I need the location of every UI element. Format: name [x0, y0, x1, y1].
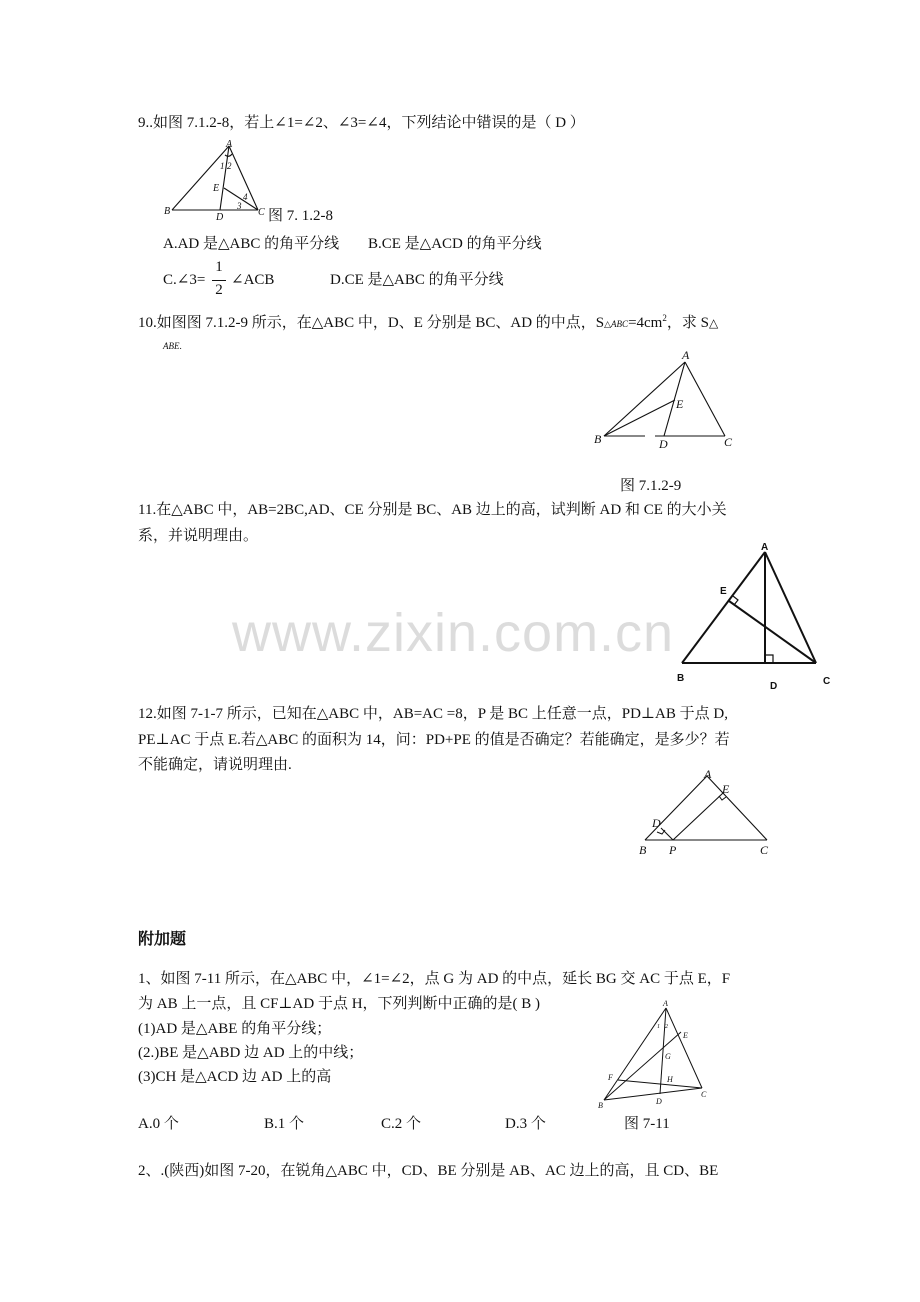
p1-label-e: E — [683, 1031, 688, 1040]
extra-p1-option-d: D.3 个 — [505, 1116, 546, 1132]
q10-ask-sub: ABE — [163, 341, 180, 351]
q9-option-c-numerator: 1 — [215, 259, 223, 275]
extra-p1-option-b: B.1 个 — [264, 1116, 305, 1132]
q9-label-a: A — [226, 139, 233, 150]
q9-label-c: C — [258, 207, 265, 218]
extra-p1-item2: (2.)BE 是△ABD 边 AD 上的中线； — [138, 1045, 364, 1061]
q9-stem: 9..如图 7.1.2-8，若上∠1=∠2、∠3=∠4，下列结论中错误的是（ D ） — [138, 115, 585, 131]
q9-option-c-denominator: 2 — [215, 282, 223, 298]
q10-label-a: A — [682, 348, 690, 362]
q9-option-a: A.AD 是△ABC 的角平分线 — [163, 236, 340, 252]
q9-option-c-suffix: ∠ACB — [231, 272, 275, 288]
extra-p1-item1: (1)AD 是△ABE 的角平分线； — [138, 1021, 332, 1037]
q11-label-d: D — [770, 681, 778, 692]
q10-area-value: =4cm — [628, 315, 663, 331]
q12-label-p: P — [669, 843, 677, 857]
q12-side-ac — [707, 776, 767, 840]
q9-fraction-bar — [212, 280, 226, 281]
q9-figure-caption: 图 7. 1.2-8 — [268, 208, 333, 224]
q9-option-d: D.CE 是△ABC 的角平分线 — [330, 272, 504, 288]
q12-right-angle-e — [719, 796, 726, 800]
q12-figure — [635, 762, 780, 862]
q9-option-c-prefix: C.∠3= — [163, 272, 206, 288]
p1-label-b: B — [598, 1101, 603, 1110]
q9-figure — [160, 138, 270, 228]
q11-side-ac — [765, 552, 816, 663]
q12-stem-line2: PE⊥AC 于点 E.若△ABC 的面积为 14，问：PD+PE 的值是否确定？若能确定，是多少？若 — [138, 732, 730, 748]
extra-heading: 附加题 — [138, 931, 187, 948]
q11-stem-line1: 11.在△ABC 中，AB=2BC,AD、CE 分别是 BC、AB 边上的高，试判断 AD 和 CE 的大小关 — [138, 502, 727, 518]
q11-height-ce — [729, 601, 816, 663]
q11-label-b: B — [677, 673, 685, 684]
q11-label-c: C — [823, 676, 831, 687]
p1-label-1: 1 — [657, 1024, 660, 1030]
extra-p1-figure — [590, 996, 715, 1111]
watermark: www.zixin.com.cn — [232, 603, 675, 663]
q10-label-b: B — [594, 432, 602, 446]
q12-label-e: E — [722, 782, 730, 796]
q10-label-d: D — [659, 437, 668, 451]
q10-stem-text: 10.如图图 7.1.2-9 所示，在△ABC 中，D、E 分别是 BC、AD 的中点，S — [138, 315, 605, 331]
q9-option-b: B.CE 是△ACD 的角平分线 — [368, 236, 542, 252]
p1-segment-ad — [660, 1008, 666, 1094]
extra-p1-item3: (3)CH 是△ACD 边 AD 上的高 — [138, 1069, 332, 1085]
p1-label-2: 2 — [665, 1024, 668, 1030]
q10-figure-caption: 图 7.1.2-9 — [620, 478, 682, 494]
extra-p1-option-c: C.2 个 — [381, 1116, 422, 1132]
p1-label-d: D — [656, 1097, 662, 1106]
q12-segment-pe — [673, 793, 723, 840]
p1-segment-cf — [618, 1080, 702, 1088]
extra-p1-option-a: A.0 个 — [138, 1116, 179, 1132]
p1-label-a: A — [663, 999, 668, 1008]
extra-p2-line1: 2、.(陕西)如图 7-20，在锐角△ABC 中，CD、BE 分别是 AB、AC 边上的高，且 CD、BE — [138, 1163, 719, 1179]
q9-label-b: B — [164, 206, 171, 217]
q9-segment-ad — [220, 146, 229, 210]
q9-angle-arc — [225, 154, 232, 156]
extra-p1-line2: 为 AB 上一点，且 CF⊥AD 于点 H，下列判断中正确的是( B ) — [138, 996, 541, 1012]
q10-ask-tri: △ — [708, 316, 719, 330]
q11-figure — [670, 538, 840, 693]
q9-label-e: E — [213, 183, 220, 194]
q10-stem — [138, 308, 718, 334]
q12-stem-line1: 12.如图 7-1-7 所示，已知在△ABC 中，AB=AC =8，P 是 BC 上任意一点，PD⊥AB 于点 D, — [138, 706, 728, 722]
q10-side-ac — [685, 362, 725, 436]
q10-figure — [590, 348, 740, 453]
q12-label-d: D — [652, 816, 661, 830]
p1-label-g: G — [665, 1052, 671, 1061]
p1-label-f: F — [608, 1073, 613, 1082]
p1-side-bc — [604, 1088, 702, 1100]
q9-side-ab — [172, 146, 229, 210]
q12-segment-pd — [661, 828, 673, 840]
extra-p1-figure-caption: 图 7-11 — [624, 1116, 670, 1132]
q11-stem-line2: 系，并说明理由。 — [138, 528, 259, 544]
q11-right-angle-d — [765, 655, 773, 663]
q12-label-b: B — [639, 843, 647, 857]
extra-p1-line1: 1、如图 7-11 所示，在△ABC 中，∠1=∠2，点 G 为 AD 的中点，延长 BG 交 AC 于点 E，F — [138, 971, 731, 987]
q10-ask: ，求 S — [666, 315, 709, 331]
q11-label-a: A — [761, 542, 769, 553]
q10-ask-sub-line — [163, 336, 182, 356]
p1-label-h: H — [667, 1075, 673, 1084]
q12-side-ab — [645, 776, 707, 840]
q10-area-sub: △ABC — [604, 319, 629, 329]
q10-area-sup: 2 — [662, 313, 667, 323]
q12-label-a: A — [704, 767, 712, 781]
q10-segment-be — [604, 400, 675, 436]
q10-ask-end: . — [179, 341, 182, 351]
q11-side-ab — [682, 552, 765, 663]
q9-label-3: 3 — [237, 201, 242, 211]
q9-label-4: 4 — [243, 192, 248, 202]
q10-side-ab — [604, 362, 685, 436]
q9-label-1: 1 — [220, 161, 225, 171]
q10-label-c: C — [724, 435, 733, 449]
q9-label-2: 2 — [227, 161, 232, 171]
q12-label-c: C — [760, 843, 769, 857]
q10-label-e: E — [676, 397, 684, 411]
q11-label-e: E — [720, 586, 727, 597]
q9-label-d: D — [216, 212, 224, 223]
p1-label-c: C — [701, 1090, 707, 1099]
q12-stem-line3: 不能确定，请说明理由. — [138, 757, 292, 773]
